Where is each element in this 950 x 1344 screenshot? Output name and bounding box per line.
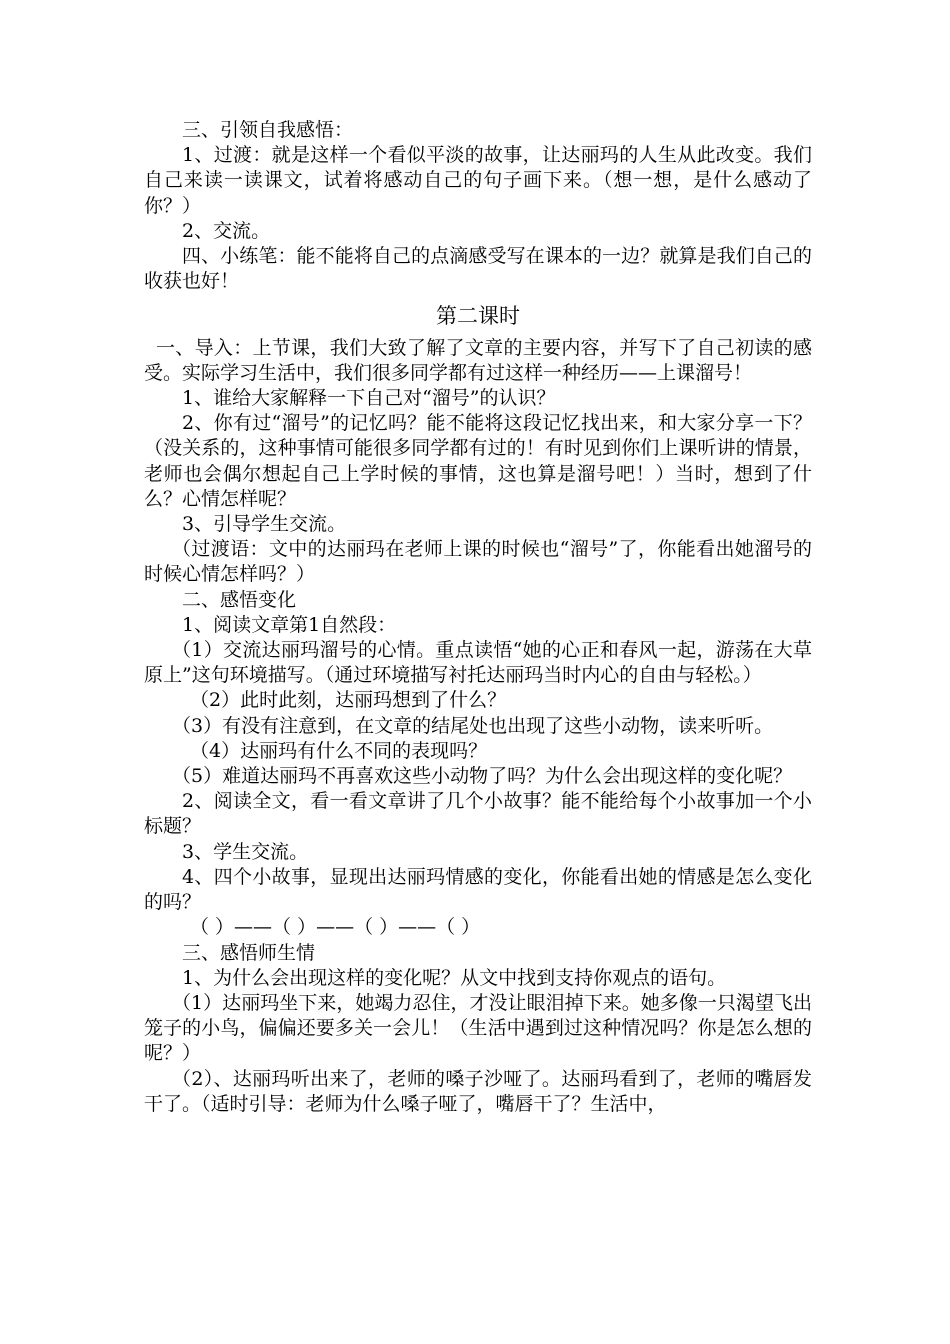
question-3: 3、引导学生交流。 (182, 513, 347, 536)
part-2-title: 二、感悟变化 (182, 588, 297, 611)
part-2-item-1-d: （4）达丽玛有什么不同的表现吗？ (190, 739, 488, 762)
question-2: 2、你有过“溜号”的记忆吗？能不能将这段记忆找出来，和大家分享一下？（没关系的，这种事情可能很多同学都有过的！有时见到你们上课听讲的情景，老师也会偶尔想起自己上学时候的事情，这也算是溜号吧！）当时，想到了什么？心情怎样呢？ (144, 412, 812, 510)
lesson-2-heading: 第二课时 (436, 304, 520, 329)
document-page (144, 118, 812, 1117)
part-3-item-1: 1、为什么会出现这样的变化呢？从文中找到支持你观点的语句。 (182, 966, 727, 989)
part-2-item-1-b: （2）此时此刻，达丽玛想到了什么？ (190, 689, 507, 712)
part-3-item-1-b: （2）、达丽玛听出来了，老师的嗓子沙哑了。达丽玛看到了，老师的嘴唇发干了。（适时引导：老师为什么嗓子哑了，嘴唇干了？生活中， (144, 1067, 812, 1115)
part-2-item-1-c: （3）有没有注意到，在文章的结尾处也出现了这些小动物，读来听听。 (172, 714, 774, 737)
section-3-paragraph-2: 2、交流。 (182, 219, 271, 242)
part-2-item-1-e: （5）难道达丽玛不再喜欢这些小动物了吗？为什么会出现这样的变化呢？ (172, 765, 793, 788)
part-2-item-4-blanks: （ ）——（ ）——（ ）——（ ） (190, 916, 481, 939)
transition-note: （过渡语：文中的达丽玛在老师上课的时候也“溜号”了，你能看出她溜号的时候心情怎样吗？） (144, 538, 812, 586)
part-2-item-2: 2、阅读全文，看一看文章讲了几个小故事？能不能给每个小故事加一个小标题？ (144, 790, 812, 838)
section-3-title: 三、引领自我感悟： (182, 119, 354, 141)
question-1: 1、谁给大家解释一下自己对“溜号”的认识？ (182, 387, 556, 410)
part-3-item-1-a: （1）达丽玛坐下来，她竭力忍住，才没让眼泪掉下来。她多像一只渴望飞出笼子的小鸟，偏偏还要多关一会儿！（生活中遇到过这种情况吗？你是怎么想的呢？） (144, 991, 812, 1065)
section-3-paragraph-1: 1、过渡：就是这样一个看似平淡的故事，让达丽玛的人生从此改变。我们自己来读一读课文，试着将感动自己的句子画下来。（想一想，是什么感动了你？） (144, 144, 812, 217)
part-3-title: 三、感悟师生情 (182, 941, 316, 964)
part-2-item-1: 1、阅读文章第1自然段： (182, 613, 397, 636)
lesson-2-intro: 一、导入：上节课，我们大致了解了文章的主要内容，并写下了自己初读的感受。实际学习生活中，我们很多同学都有过这样一种经历——上课溜号！ (144, 336, 812, 384)
section-4-paragraph: 四、小练笔：能不能将自己的点滴感受写在课本的一边？就算是我们自己的收获也好！ (144, 245, 812, 293)
part-2-item-1-a: （1）交流达丽玛溜号的心情。重点读悟“她的心正和春风一起，游荡在大草原上”这句环境描写。（通过环境描写衬托达丽玛当时内心的自由与轻松。） (144, 639, 812, 687)
part-2-item-3: 3、学生交流。 (182, 840, 309, 863)
part-2-item-4: 4、四个小故事，显现出达丽玛情感的变化，你能看出她的情感是怎么变化的吗？ (144, 865, 812, 914)
